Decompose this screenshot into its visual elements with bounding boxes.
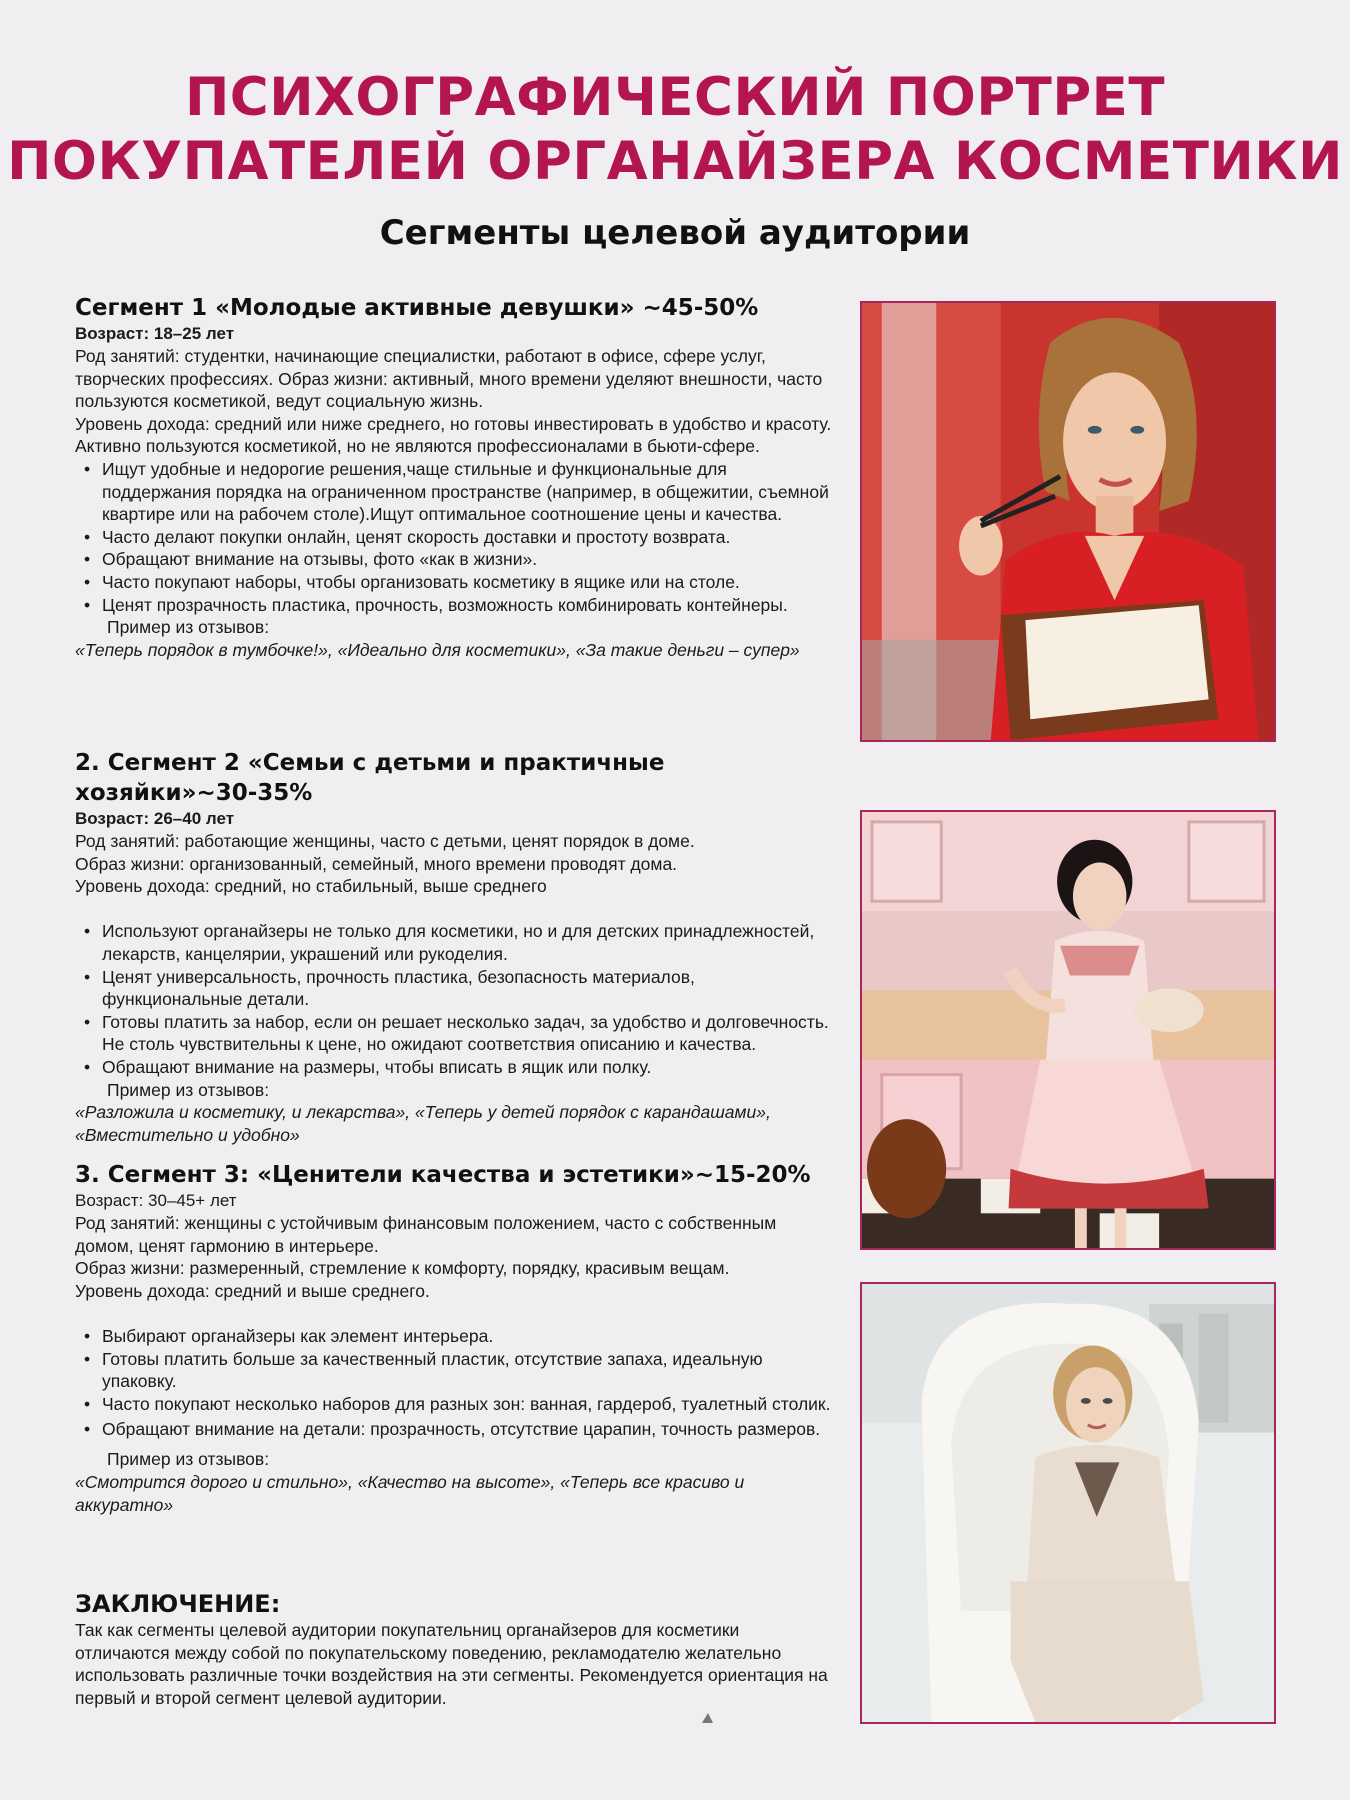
conclusion-heading: ЗАКЛЮЧЕНИЕ: <box>75 1590 281 1618</box>
list-item: • Готовы платить больше за качественный пластик, отсутствие запаха, идеальную упаковку. <box>75 1348 835 1393</box>
segment-2-bullets <box>75 920 835 1078</box>
segment-1 <box>75 293 835 661</box>
segment-1-examples: «Теперь порядок в тумбочке!», «Идеально для косметики», «За такие деньги – супер» <box>75 639 800 660</box>
list-item: • Ценят универсальность, прочность пластика, безопасность материалов, функциональные детали. <box>75 966 835 1011</box>
segment-1-heading: Сегмент 1 «Молодые активные девушки» ~45-50% <box>75 295 759 321</box>
list-item: • Выбирают органайзеры как элемент интерьера. <box>75 1325 835 1348</box>
segment-2-income: Уровень дохода: средний, но стабильный, выше среднего <box>75 876 547 897</box>
segment-3-bullets <box>75 1325 835 1444</box>
segment-3-photo <box>860 1282 1276 1724</box>
housewife-kitchen-illustration <box>862 812 1274 1248</box>
segment-1-occupation: Род занятий: студентки, начинающие специалистки, работают в офисе, сфере услуг, творческих профессиях. Образ жизни: активный, много времени уделяют внешности, часто пользуются косметикой, ведут социальную жизнь. <box>75 346 823 412</box>
cursor-icon <box>700 1712 714 1724</box>
list-item: • Часто покупают несколько наборов для разных зон: ванная, гардероб, туалетный столик. <box>75 1393 835 1416</box>
segment-3-lifestyle: Образ жизни: размеренный, стремление к комфорту, порядку, красивым вещам. <box>75 1258 730 1279</box>
page-title <box>0 66 1350 194</box>
segment-3-heading: 3. Сегмент 3: «Ценители качества и эстетики»~15-20% <box>75 1162 811 1188</box>
segment-2 <box>75 748 835 1146</box>
list-item: • Обращают внимание на размеры, чтобы вписать в ящик или полку. <box>75 1056 835 1079</box>
segment-3-examples-label: Пример из отзывов: <box>107 1449 270 1470</box>
list-item: • Часто делают покупки онлайн, ценят скорость доставки и простоту возврата. <box>75 526 835 549</box>
segment-2-examples-label: Пример из отзывов: <box>107 1079 270 1100</box>
segment-2-lifestyle: Образ жизни: организованный, семейный, много времени проводят дома. <box>75 853 678 874</box>
list-item: • Ищут удобные и недорогие решения,чаще стильные и функциональные для поддержания порядка на ограниченном пространстве (например, в общежитии, съемной квартире или на рабочем столе).Ищут оптимальное соотношение цены и качества. <box>75 458 835 526</box>
segment-2-examples: «Разложила и косметику, и лекарства», «Теперь у детей порядок с карандашами», «Вместительно и удобно» <box>75 1102 771 1145</box>
spacer <box>75 898 835 921</box>
segment-1-bullets <box>75 458 835 616</box>
list-item: • Обращают внимание на отзывы, фото «как в жизни». <box>75 548 835 571</box>
segment-2-photo <box>860 810 1276 1250</box>
segment-3-examples: «Смотрится дорого и стильно», «Качество на высоте», «Теперь все красиво и аккуратно» <box>75 1471 745 1515</box>
segment-2-occupation: Род занятий: работающие женщины, часто с детьми, ценят порядок в доме. <box>75 831 695 851</box>
segment-3-income: Уровень дохода: средний и выше среднего. <box>75 1280 430 1301</box>
spacer <box>75 1302 835 1325</box>
segment-2-heading: 2. Сегмент 2 «Семьи с детьми и практичные хозяйки»~30-35% <box>75 750 665 806</box>
list-item: • Используют органайзеры не только для косметики, но и для детских принадлежностей, лекарств, канцелярии, украшений или рукоделия. <box>75 920 835 965</box>
segment-1-examples-label: Пример из отзывов: <box>107 617 270 638</box>
list-item: • Ценят прозрачность пластика, прочность, возможность комбинировать контейнеры. <box>75 594 835 617</box>
list-item: • Часто покупают наборы, чтобы организовать косметику в ящике или на столе. <box>75 571 835 594</box>
segment-1-photo <box>860 301 1276 742</box>
segment-2-age: Возраст: 26–40 лет <box>75 809 235 828</box>
segment-3 <box>75 1160 835 1516</box>
list-item: • Обращают внимание на детали: прозрачность, отсутствие царапин, точность размеров. <box>75 1415 835 1444</box>
young-woman-illustration <box>862 303 1274 740</box>
title-line-2: ПОКУПАТЕЛЕЙ ОРГАНАЙЗЕРА КОСМЕТИКИ <box>7 131 1343 192</box>
conclusion <box>75 1589 835 1709</box>
title-line-1: ПСИХОГРАФИЧЕСКИЙ ПОРТРЕТ <box>184 67 1166 128</box>
segment-1-income: Уровень дохода: средний или ниже среднего, но готовы инвестировать в удобство и красоту. Активно пользуются косметикой, но не являются профессионалами в бьюти-сфере. <box>75 413 832 457</box>
list-item: • Готовы платить за набор, если он решает несколько задач, за удобство и долговечность. Не столь чувствительны к цене, но ожидают соответствия описанию и качества. <box>75 1011 835 1056</box>
conclusion-text: Так как сегменты целевой аудитории покупательниц органайзеров для косметики отличаются между собой по покупательскому поведению, рекламодателю желательно использовать различные точки воздействия на эти сегменты. Рекомендуется ориентация на первый и второй сегмент целевой аудитории. <box>75 1620 828 1708</box>
segment-3-age: Возраст: 30–45+ лет <box>75 1191 237 1210</box>
woman-armchair-illustration <box>862 1284 1274 1722</box>
segment-1-age: Возраст: 18–25 лет <box>75 324 235 343</box>
segment-3-occupation: Род занятий: женщины с устойчивым финансовым положением, часто с собственным домом, ценят гармонию в интерьере. <box>75 1213 777 1256</box>
page-subtitle: Сегменты целевой аудитории <box>379 213 971 253</box>
